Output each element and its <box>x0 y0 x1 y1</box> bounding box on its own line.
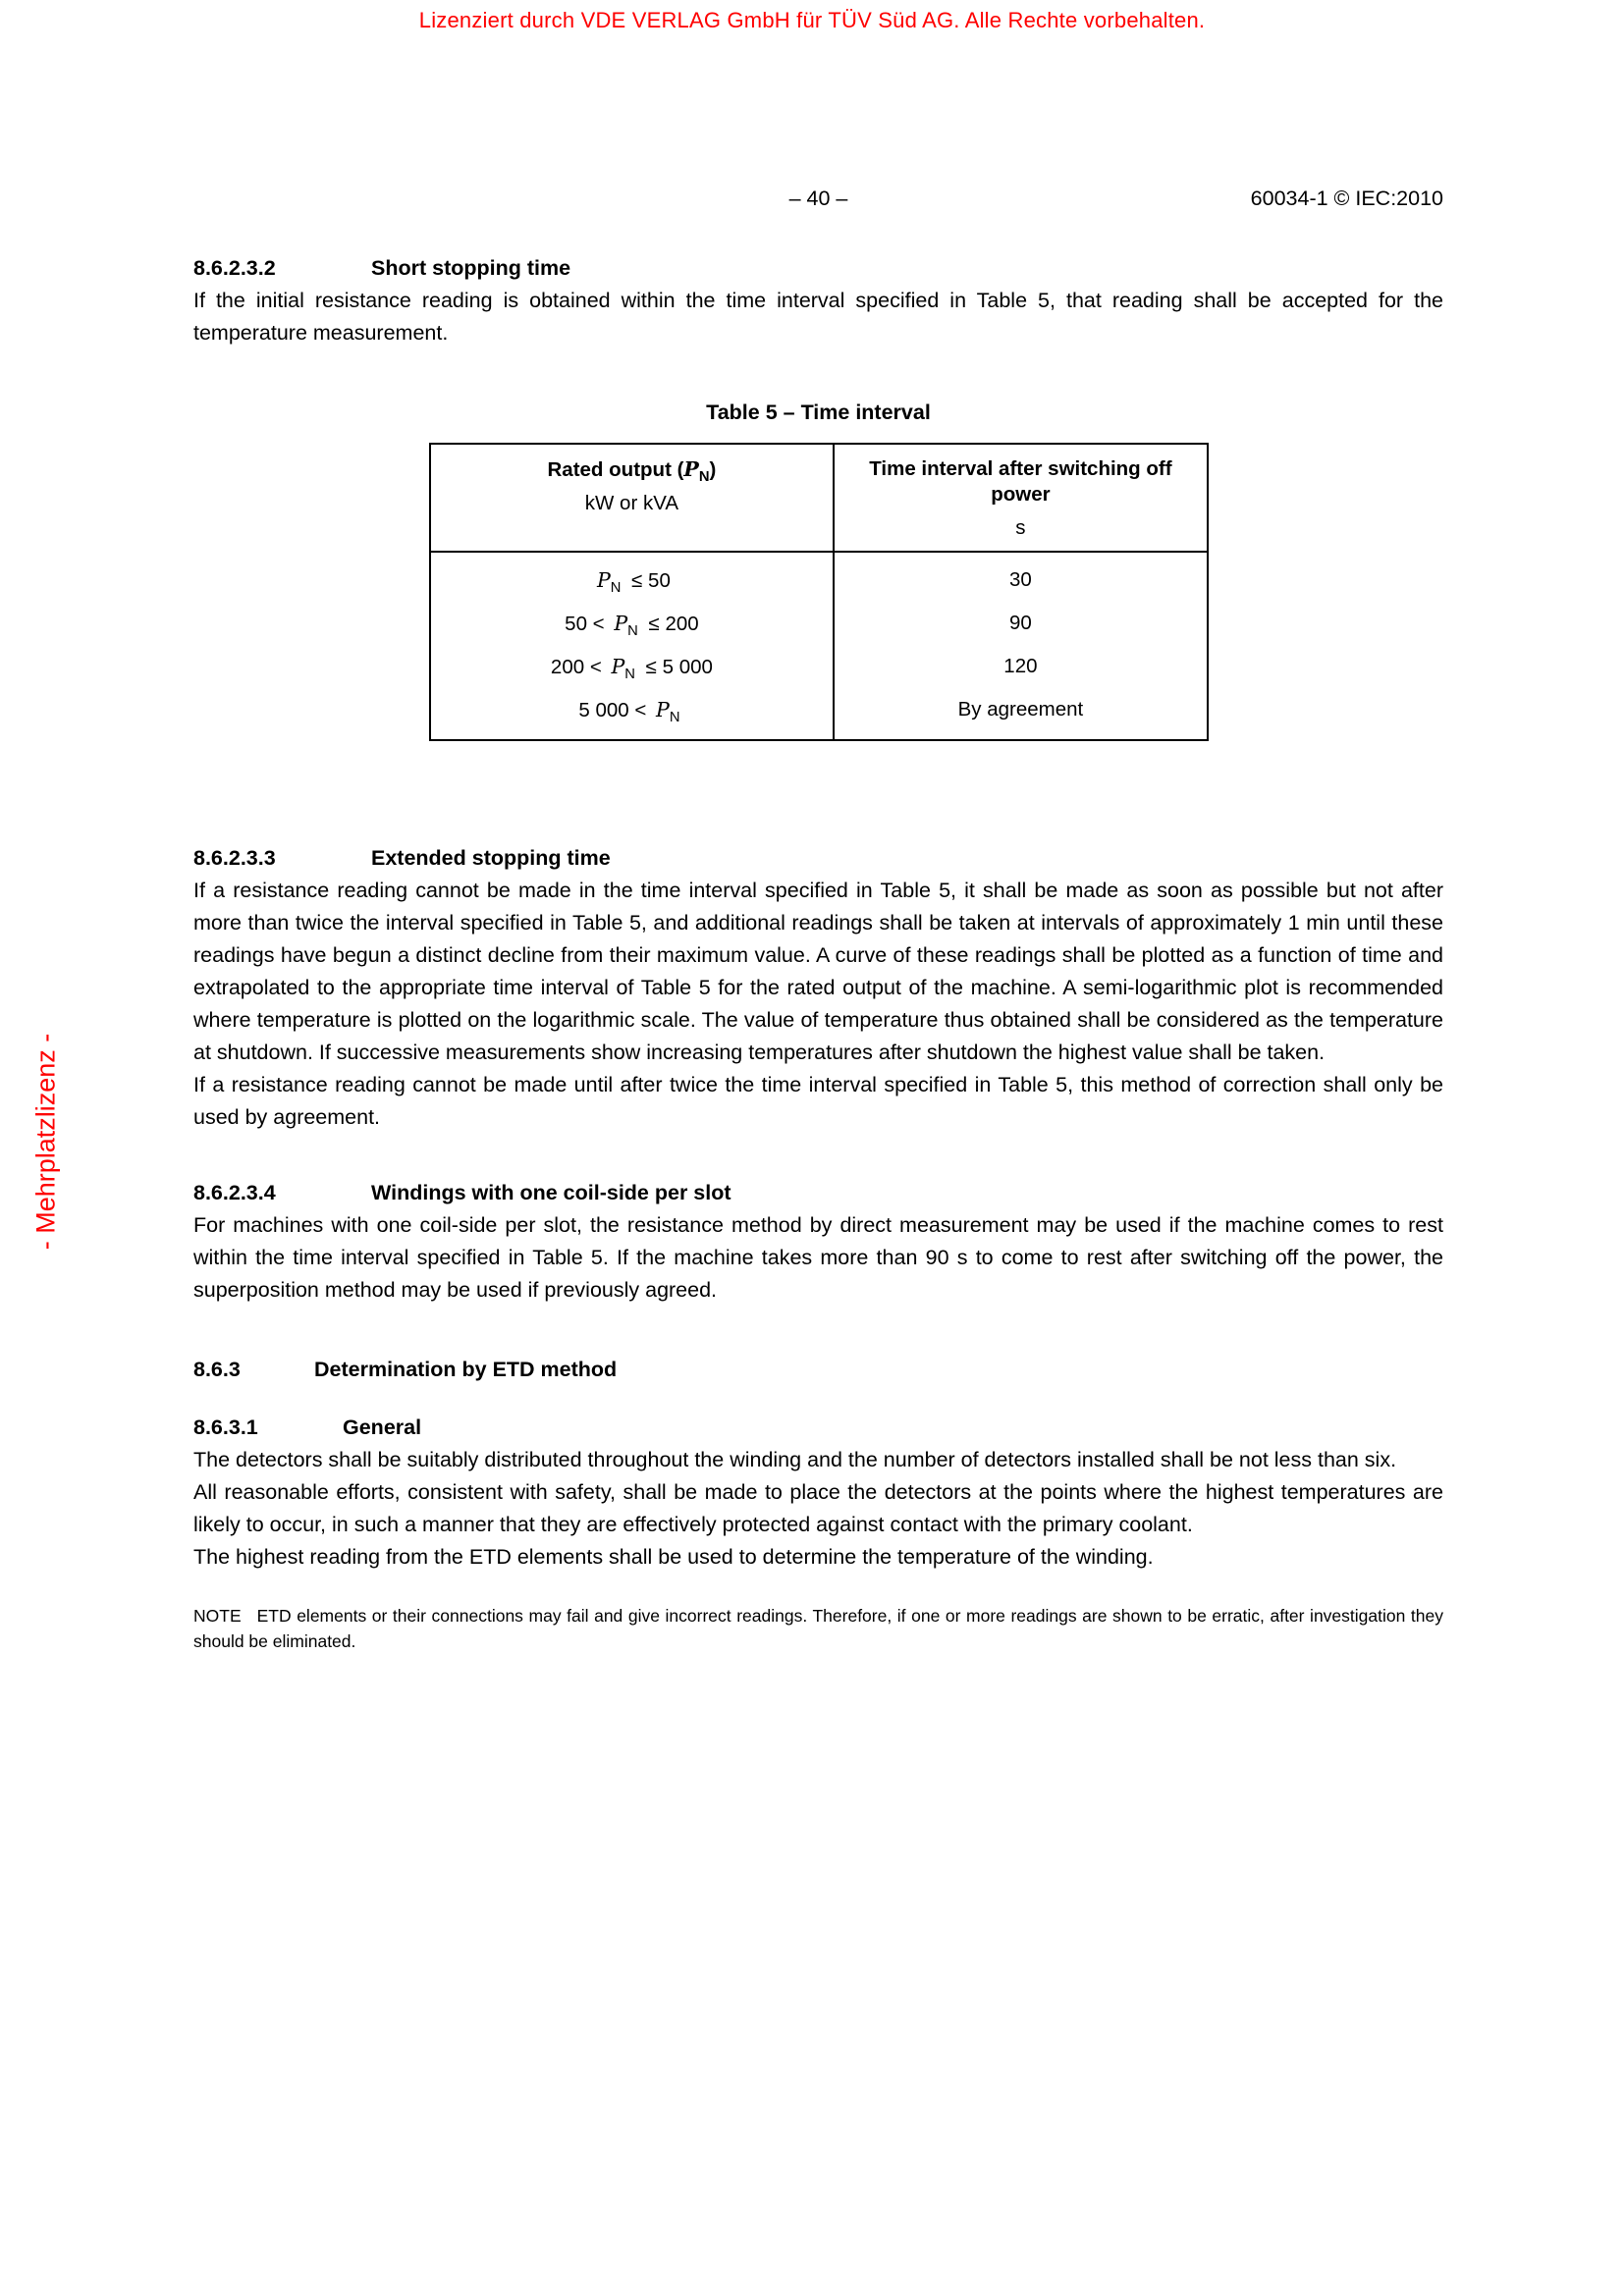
time-interval-cell: By agreement <box>834 688 1207 740</box>
rated-output-cell: $200 < P_N \le 5$ 000 <box>550 654 713 682</box>
table-row <box>430 552 1208 602</box>
paragraph: All reasonable efforts, consistent with safety, shall be made to place the detectors at the points where the highest temperatures are likely to occur, in such a manner that they are effectively protected against contact with the primary coolant. <box>193 1480 1443 1536</box>
table-row <box>430 645 1208 688</box>
paragraph: The detectors shall be suitably distributed throughout the winding and the number of detectors installed shall be not less than six. <box>193 1448 1397 1471</box>
section-heading-8-6-2-3-4 <box>193 1177 1443 1209</box>
rated-output-cell: $50 < P_N \le 200$ <box>565 611 699 639</box>
note-text: ETD elements or their connections may fail and give incorrect readings. Therefore, if one or more readings are shown to be erratic, after investigation they should be eliminated. <box>193 1606 1443 1651</box>
table-row <box>430 688 1208 740</box>
table-header-row <box>430 444 1208 552</box>
time-interval-cell: 90 <box>834 602 1207 645</box>
time-interval-table <box>429 443 1209 741</box>
note-label: NOTE <box>193 1606 242 1626</box>
section-number: 8.6.3 <box>193 1358 241 1381</box>
section-title: Windings with one coil-side per slot <box>371 1181 731 1204</box>
paragraph: For machines with one coil-side per slot, the resistance method by direct measurement may be used if the machine comes to rest within the time interval specified in Table 5. If the machine takes more than 90 s to come to rest after switching off the power, the superposition method may be used if previously agreed. <box>193 1213 1443 1302</box>
table-caption: Table 5 – Time interval <box>706 400 931 424</box>
document-page <box>193 0 1443 1654</box>
column-unit: s <box>1015 516 1026 539</box>
document-reference: 60034-1 © IEC:2010 <box>1250 187 1443 210</box>
paragraph: If the initial resistance reading is obtained within the time interval specified in Table 5, that reading shall be accepted for the temperature measurement. <box>193 289 1443 345</box>
section-heading-8-6-3 <box>193 1354 1443 1386</box>
watermark-mehrplatzlizenz: - Mehrplatzlizenz - <box>30 1033 61 1251</box>
section-title: Determination by ETD method <box>314 1358 618 1381</box>
column-title: Rated output $(P_N)$ <box>547 457 717 486</box>
paragraph: If a resistance reading cannot be made in the time interval specified in Table 5, it shall be made as soon as possible but not after more than twice the interval specified in Table 5, and additional readings shall be taken at intervals of approximately 1 min until these readings have begun a distinct decline from their maximum value. A curve of these readings shall be plotted as a function of time and extrapolated to the appropriate time interval of Table 5 for the rated output of the machine. A semi-logarithmic plot is recommended where temperature is plotted on the logarithmic scale. The value of temperature thus obtained shall be considered as the temperature at shutdown. If successive measurements show increasing temperatures after shutdown the highest value shall be taken. <box>193 879 1443 1064</box>
section-heading-8-6-3-1 <box>193 1412 1443 1444</box>
paragraph: If a resistance reading cannot be made until after twice the time interval specified in Table 5, this method of correction shall only be used by agreement. <box>193 1073 1443 1129</box>
section-title: General <box>343 1415 422 1439</box>
paragraph: The highest reading from the ETD elements shall be used to determine the temperature of the winding. <box>193 1545 1154 1569</box>
section-number: 8.6.2.3.3 <box>193 846 276 870</box>
page-header <box>193 183 1443 215</box>
time-interval-cell: 30 <box>834 552 1207 602</box>
table-header-time-interval <box>834 444 1207 552</box>
column-unit: kW or kVA <box>584 492 679 514</box>
rated-output-cell: 5 $000 < P_N$ <box>578 697 680 725</box>
license-banner: Lizenziert durch VDE VERLAG GmbH für TÜV Süd AG. Alle Rechte vorbehalten. <box>418 8 1206 32</box>
page-number: – 40 – <box>788 187 848 210</box>
section-heading-8-6-2-3-3 <box>193 842 1443 875</box>
section-number: 8.6.3.1 <box>193 1415 258 1439</box>
section-title: Short stopping time <box>371 256 571 280</box>
rated-output-cell: $P_N \le 50$ <box>596 567 671 596</box>
column-title: Time interval after switching off power <box>869 457 1172 506</box>
time-interval-cell: 120 <box>834 645 1207 688</box>
section-number: 8.6.2.3.2 <box>193 256 276 280</box>
note <box>193 1603 1443 1654</box>
section-heading-8-6-2-3-2 <box>193 252 1443 285</box>
table-row <box>430 602 1208 645</box>
section-number: 8.6.2.3.4 <box>193 1181 276 1204</box>
table-header-rated-output <box>430 444 835 552</box>
section-title: Extended stopping time <box>371 846 611 870</box>
